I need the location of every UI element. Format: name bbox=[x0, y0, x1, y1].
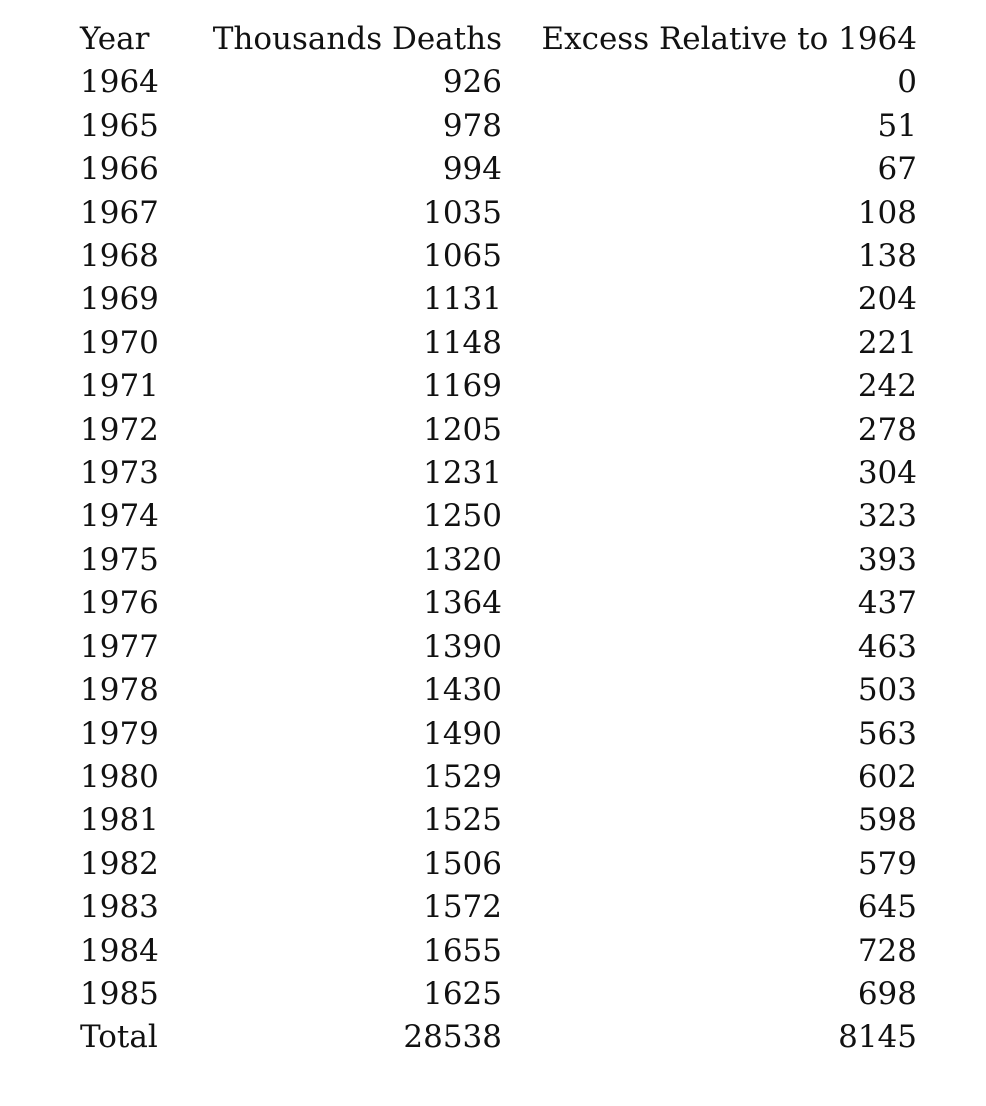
cell-thousands-deaths: 1131 bbox=[423, 281, 502, 318]
cell-excess: 728 bbox=[857, 932, 917, 969]
cell-year: 1965 bbox=[80, 107, 159, 144]
table-row bbox=[72, 365, 917, 408]
total-row bbox=[72, 1016, 917, 1059]
cell-thousands-deaths: 1169 bbox=[423, 368, 502, 405]
table-row bbox=[72, 582, 917, 625]
cell-year: 1966 bbox=[80, 151, 159, 188]
table-row bbox=[72, 235, 917, 278]
table-row bbox=[72, 495, 917, 538]
cell-excess: 563 bbox=[857, 715, 917, 752]
column-header-year: Year bbox=[80, 21, 150, 57]
cell-thousands-deaths: 994 bbox=[442, 151, 502, 188]
table-body bbox=[72, 61, 917, 1059]
table-row bbox=[72, 973, 917, 1016]
cell-year: 1972 bbox=[80, 411, 159, 448]
cell-year: 1975 bbox=[80, 541, 159, 578]
cell-year: Total bbox=[80, 1019, 158, 1056]
cell-year: 1976 bbox=[80, 585, 159, 622]
cell-year: 1970 bbox=[80, 324, 159, 361]
cell-excess: 602 bbox=[857, 758, 917, 795]
cell-thousands-deaths: 1655 bbox=[423, 932, 502, 969]
cell-excess: 598 bbox=[857, 802, 917, 839]
cell-excess: 698 bbox=[857, 975, 917, 1012]
table-row bbox=[72, 713, 917, 756]
cell-year: 1967 bbox=[80, 194, 159, 231]
table-row bbox=[72, 409, 917, 452]
cell-excess: 304 bbox=[857, 455, 917, 492]
cell-excess: 108 bbox=[857, 194, 917, 231]
cell-year: 1984 bbox=[80, 932, 159, 969]
cell-year: 1979 bbox=[80, 715, 159, 752]
deaths-table bbox=[72, 18, 917, 1060]
table-row bbox=[72, 930, 917, 973]
cell-thousands-deaths: 1490 bbox=[423, 715, 502, 752]
cell-thousands-deaths: 1148 bbox=[423, 324, 502, 361]
cell-thousands-deaths: 1525 bbox=[423, 802, 502, 839]
cell-year: 1978 bbox=[80, 672, 159, 709]
cell-thousands-deaths: 1320 bbox=[423, 541, 502, 578]
cell-year: 1977 bbox=[80, 628, 159, 665]
cell-year: 1973 bbox=[80, 455, 159, 492]
cell-excess: 579 bbox=[857, 845, 917, 882]
cell-excess: 323 bbox=[857, 498, 917, 535]
cell-excess: 278 bbox=[857, 411, 917, 448]
table-row bbox=[72, 105, 917, 148]
cell-year: 1983 bbox=[80, 889, 159, 926]
cell-thousands-deaths: 1065 bbox=[423, 238, 502, 275]
cell-excess: 463 bbox=[857, 628, 917, 665]
cell-year: 1971 bbox=[80, 368, 159, 405]
table-row bbox=[72, 539, 917, 582]
cell-excess: 645 bbox=[857, 889, 917, 926]
cell-thousands-deaths: 1390 bbox=[423, 628, 502, 665]
cell-excess: 242 bbox=[857, 368, 917, 405]
table-header bbox=[72, 18, 917, 61]
cell-thousands-deaths: 978 bbox=[442, 107, 502, 144]
cell-year: 1969 bbox=[80, 281, 159, 318]
cell-excess: 503 bbox=[857, 672, 917, 709]
cell-excess: 393 bbox=[857, 541, 917, 578]
table-row bbox=[72, 148, 917, 191]
table-row bbox=[72, 322, 917, 365]
table-row bbox=[72, 452, 917, 495]
cell-excess: 51 bbox=[877, 107, 917, 144]
cell-year: 1981 bbox=[80, 802, 159, 839]
cell-thousands-deaths: 1250 bbox=[423, 498, 502, 535]
cell-year: 1985 bbox=[80, 975, 159, 1012]
table-row bbox=[72, 843, 917, 886]
column-header-excess: Excess Relative to 1964 bbox=[541, 21, 917, 57]
table-row bbox=[72, 192, 917, 235]
table-row bbox=[72, 61, 917, 104]
table-row bbox=[72, 756, 917, 799]
cell-excess: 437 bbox=[857, 585, 917, 622]
header-row bbox=[72, 18, 917, 61]
cell-thousands-deaths: 1625 bbox=[423, 975, 502, 1012]
column-header-thousands-deaths: Thousands Deaths bbox=[212, 21, 502, 57]
cell-year: 1964 bbox=[80, 64, 159, 101]
cell-thousands-deaths: 1529 bbox=[423, 758, 502, 795]
cell-excess: 67 bbox=[877, 151, 917, 188]
cell-excess: 8145 bbox=[838, 1019, 917, 1056]
cell-year: 1982 bbox=[80, 845, 159, 882]
cell-year: 1980 bbox=[80, 758, 159, 795]
cell-thousands-deaths: 28538 bbox=[403, 1019, 502, 1056]
cell-thousands-deaths: 1231 bbox=[423, 455, 502, 492]
cell-year: 1974 bbox=[80, 498, 159, 535]
cell-excess: 138 bbox=[857, 238, 917, 275]
table-row bbox=[72, 626, 917, 669]
cell-excess: 0 bbox=[897, 64, 917, 101]
table-row bbox=[72, 669, 917, 712]
table-row bbox=[72, 278, 917, 321]
cell-excess: 204 bbox=[857, 281, 917, 318]
cell-thousands-deaths: 1205 bbox=[423, 411, 502, 448]
cell-year: 1968 bbox=[80, 238, 159, 275]
cell-thousands-deaths: 1035 bbox=[423, 194, 502, 231]
table-row bbox=[72, 886, 917, 929]
cell-thousands-deaths: 926 bbox=[442, 64, 502, 101]
cell-excess: 221 bbox=[857, 324, 917, 361]
table-row bbox=[72, 799, 917, 842]
cell-thousands-deaths: 1430 bbox=[423, 672, 502, 709]
cell-thousands-deaths: 1364 bbox=[423, 585, 502, 622]
cell-thousands-deaths: 1572 bbox=[423, 889, 502, 926]
cell-thousands-deaths: 1506 bbox=[423, 845, 502, 882]
